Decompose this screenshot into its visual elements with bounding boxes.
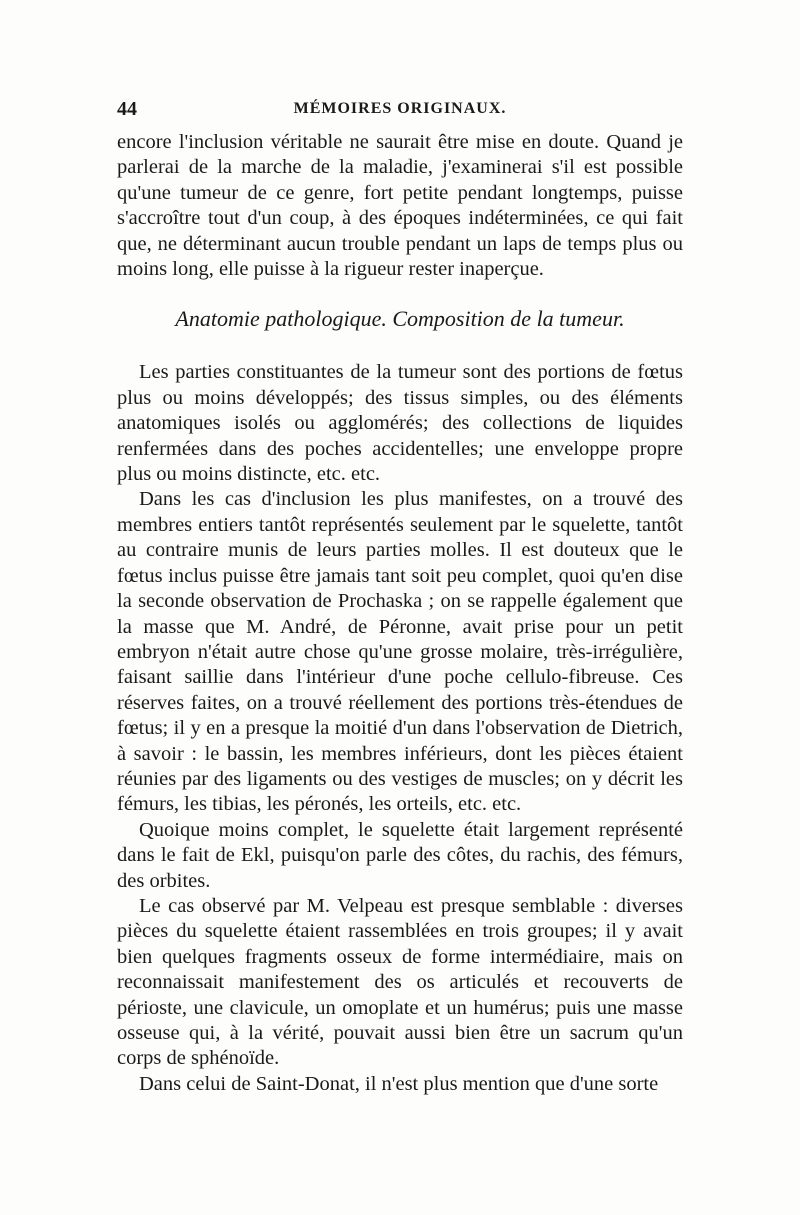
paragraph: Le cas observé par M. Velpeau est presque semblable : diverses pièces du squelette étaient rassemblées en trois groupes; il y avait bien quelques fragments osseux de forme intermédiaire, mais on reconnaissait manifestement des os articulés et recouverts de périoste, une clavicule, un omoplate et un humérus; puis une masse osseuse qui, à la vérité, pouvait aussi bien être un sacrum qu'un corps de sphénoïde. (117, 894, 683, 1070)
body-text (117, 130, 683, 1097)
running-title: MÉMOIRES ORIGINAUX. (293, 100, 507, 117)
paragraph: Les parties constituantes de la tumeur sont des portions de fœtus plus ou moins développés; des tissus simples, ou des éléments anatomiques isolés ou agglomérés; des collections de liquides renfermées dans des poches accidentelles; une enveloppe propre plus ou moins distincte, etc. etc. (117, 361, 683, 486)
paragraph: Dans celui de Saint-Donat, il n'est plus mention que d'une sorte (139, 1072, 659, 1095)
section-heading: Anatomie pathologique. Composition de la tumeur. (175, 306, 625, 332)
page-number: 44 (117, 98, 137, 120)
page-header (117, 98, 683, 124)
paragraph: Quoique moins complet, le squelette était largement représenté dans le fait de Ekl, puisqu'on parle des côtes, du rachis, des fémurs, des orbites. (117, 818, 683, 892)
paragraph: Dans les cas d'inclusion les plus manifestes, on a trouvé des membres entiers tantôt représentés seulement par le squelette, tantôt au contraire munis de leurs parties molles. Il est douteux que le fœtus inclus puisse être jamais tant soit peu complet, quoi qu'en dise la seconde observation de Prochaska ; on se rappelle également que la masse que M. André, de Péronne, avait prise pour un petit embryon n'était autre chose qu'une grosse molaire, très-irrégulière, faisant saillie dans l'intérieur d'une poche cellulo-fibreuse. Ces réserves faites, on a trouvé réellement des portions très-étendues de fœtus; il y en a presque la moitié d'un dans l'observation de Dietrich, à savoir : le bassin, les membres inférieurs, dont les pièces étaient réunies par des ligaments ou des vestiges de muscles; on y décrit les fémurs, les tibias, les péronés, les orteils, etc. etc. (117, 488, 683, 816)
paragraph-continued: encore l'inclusion véritable ne saurait être mise en doute. Quand je parlerai de la marche de la maladie, j'examinerai s'il est possible qu'une tumeur de ce genre, fort petite pendant longtemps, puisse s'accroître tout d'un coup, à des époques indéterminées, ce qui fait que, ne déterminant aucun trouble pendant un laps de temps plus ou moins long, elle puisse à la rigueur rester inaperçue. (117, 131, 683, 281)
